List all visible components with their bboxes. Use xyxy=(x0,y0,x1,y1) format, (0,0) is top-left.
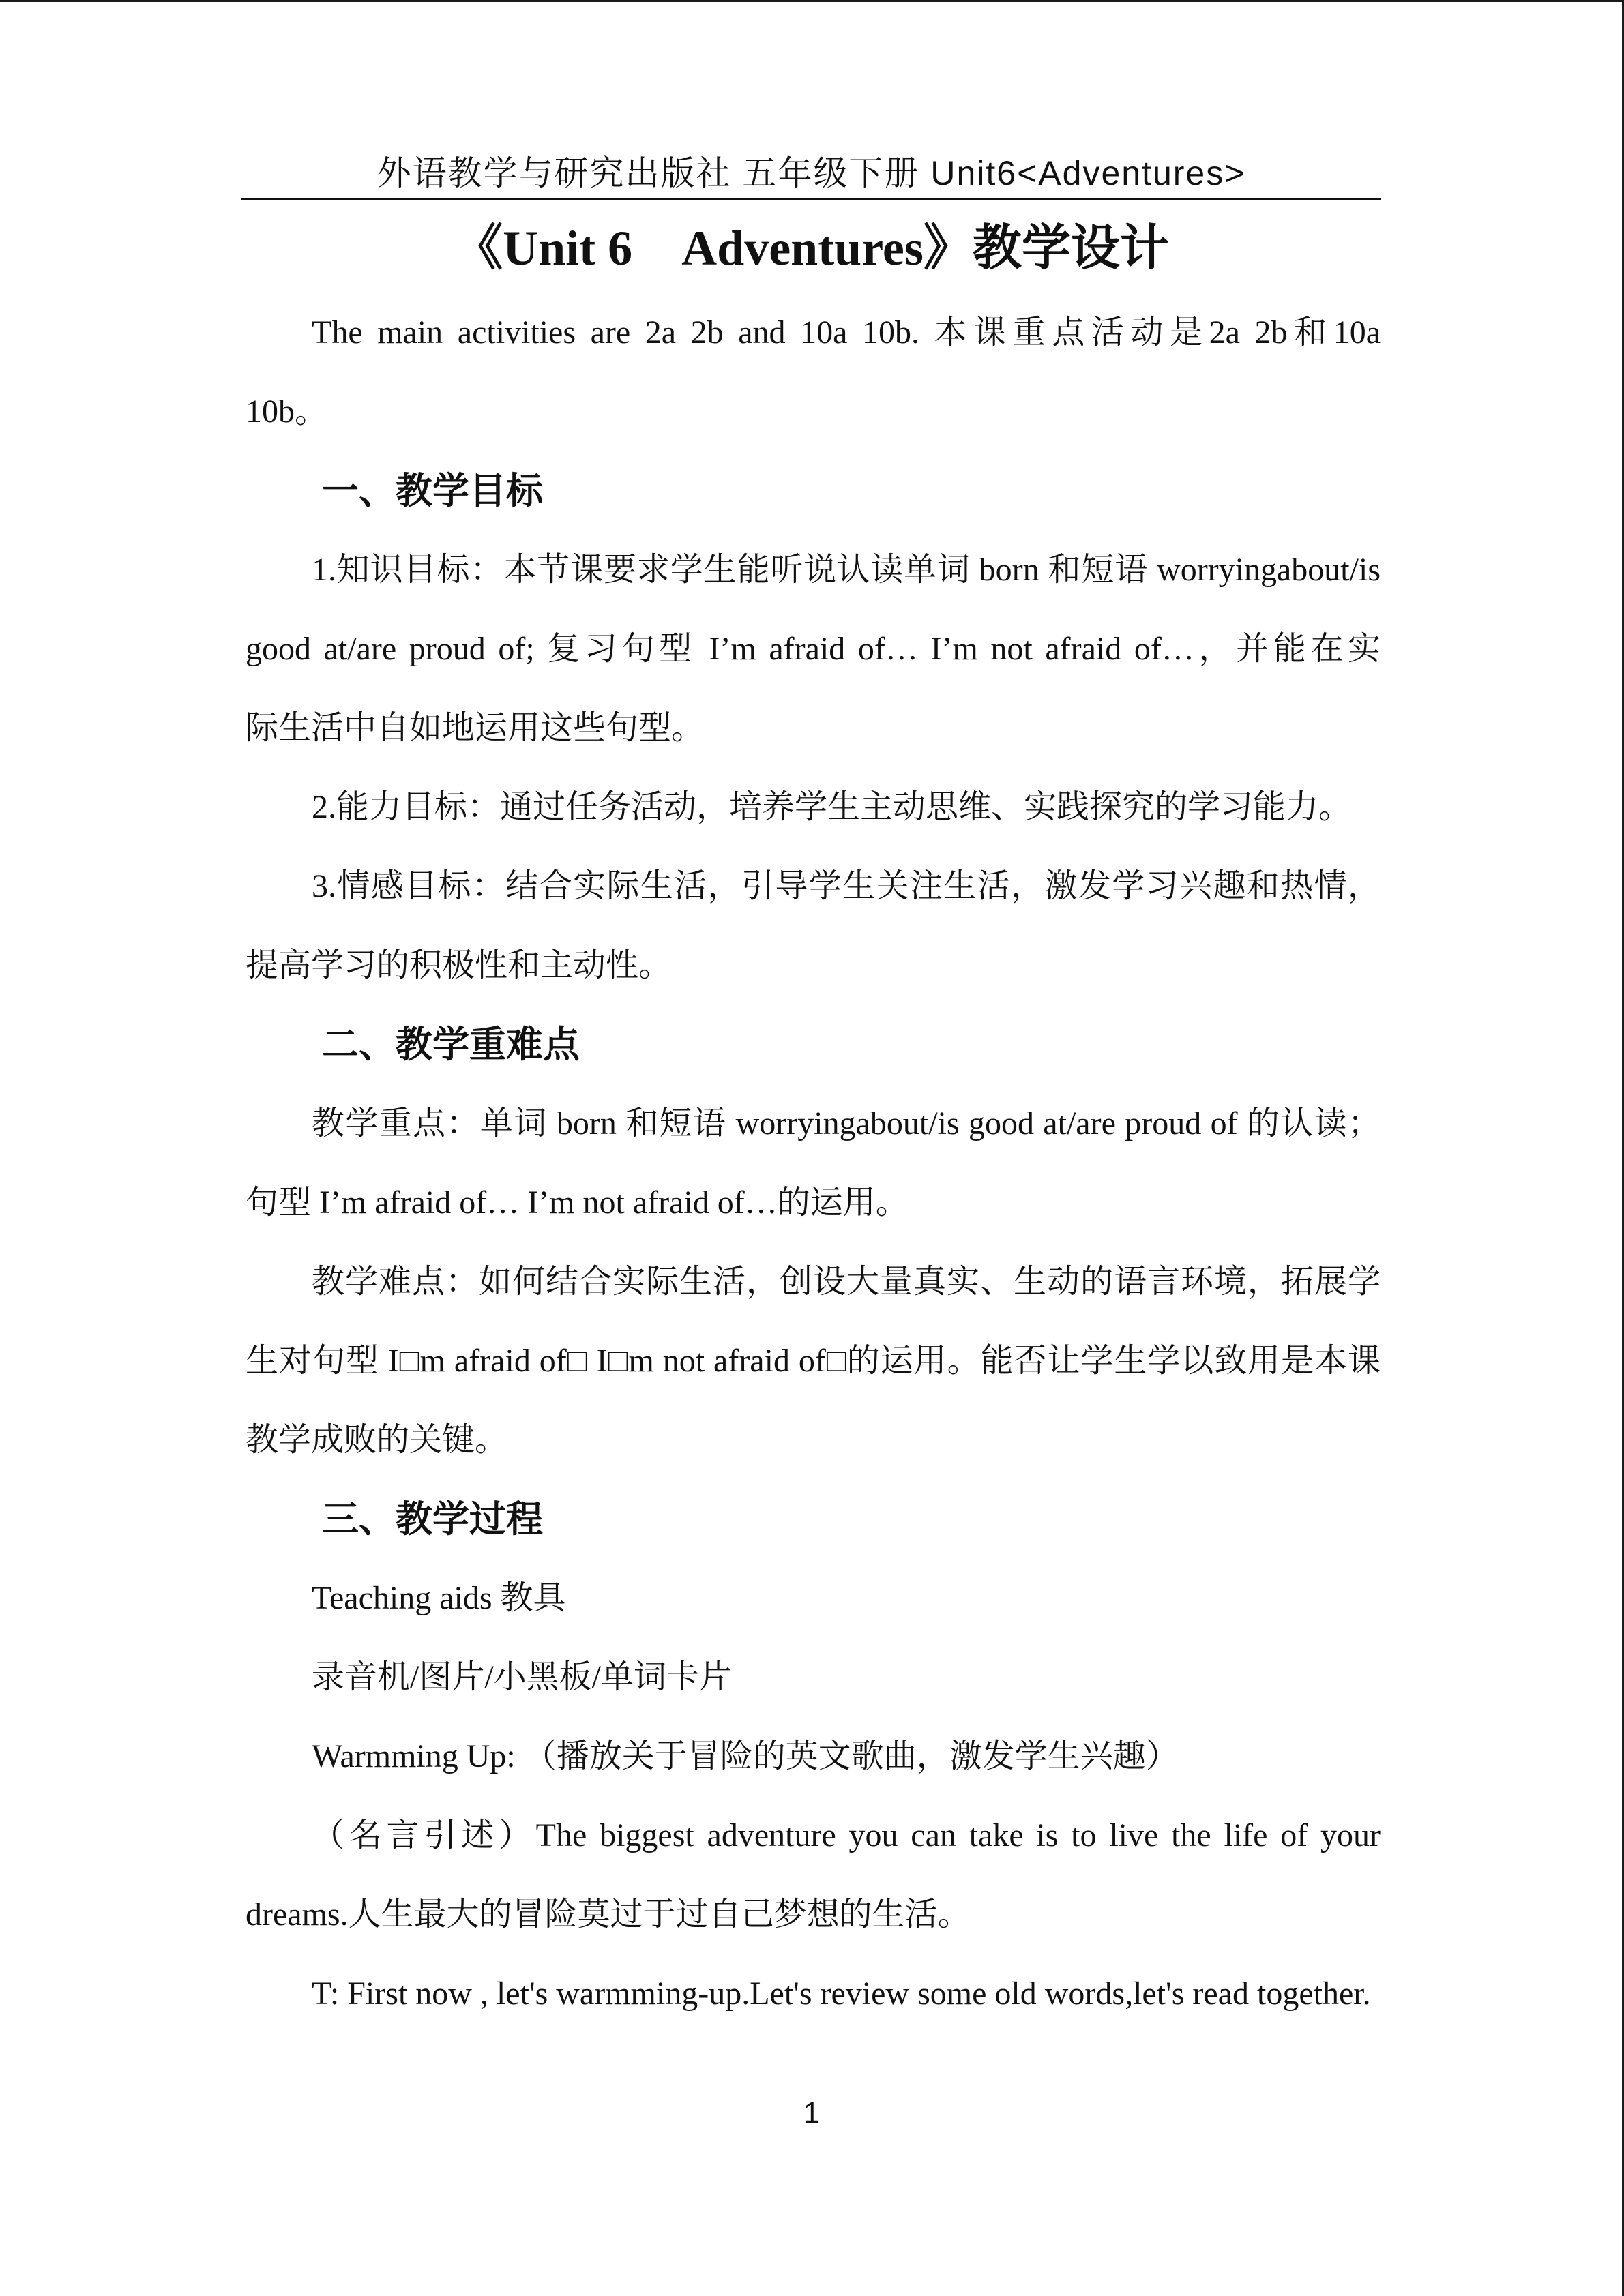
paragraph xyxy=(246,531,1381,768)
paragraph-intro xyxy=(246,293,1381,451)
document-body xyxy=(246,293,1381,2033)
paragraph-line: The main activities are 2a 2b and 10a 10b. 本课重点活动是2a 2b和10a xyxy=(312,314,1381,351)
paragraph-line: 生对句型 I□m afraid of□ I□m not afraid of□的运用。能否让学生学以致用是本课 xyxy=(246,1343,1381,1379)
paragraph-line: 2.能力目标：通过任务活动，培养学生主动思维、实践探究的学习能力。 xyxy=(312,789,1352,825)
paragraph xyxy=(246,1084,1381,1242)
page-number: 1 xyxy=(803,2096,821,2130)
paragraph-line: 教学难点：如何结合实际生活，创设大量真实、生动的语言环境，拓展学 xyxy=(312,1264,1381,1300)
paragraph xyxy=(246,1954,1381,2033)
paragraph xyxy=(246,768,1381,847)
paragraph xyxy=(246,1796,1381,1954)
paragraph-line: good at/are proud of; 复习句型 I’m afraid of… I’m not afraid of…，并能在实 xyxy=(246,631,1381,667)
paragraph-line: 际生活中自如地运用这些句型。 xyxy=(246,710,705,746)
paragraph-line: 提高学习的积极性和主动性。 xyxy=(246,947,672,983)
paragraph-line: 1.知识目标：本节课要求学生能听说认读单词 born 和短语 worryingabout/is xyxy=(312,552,1381,588)
paragraph-line: 句型 I’m afraid of… I’m not afraid of…的运用。 xyxy=(246,1184,909,1221)
paragraph-line: 教学成败的关键。 xyxy=(246,1422,508,1458)
section-key-points xyxy=(246,1005,1381,1480)
section-heading: 三、教学过程 xyxy=(322,1499,543,1540)
paragraph xyxy=(246,1242,1381,1480)
section-heading: 二、教学重难点 xyxy=(322,1024,580,1065)
running-header: 外语教学与研究出版社 五年级下册 Unit6<Adventures> xyxy=(377,154,1246,192)
section-objectives xyxy=(246,451,1381,1005)
paragraph-line: Warmming Up: （播放关于冒险的英文歌曲，激发学生兴趣） xyxy=(312,1738,1179,1774)
paragraph xyxy=(246,1638,1381,1717)
paragraph-line: 3.情感目标：结合实际生活，引导学生关注生活，激发学习兴趣和热情， xyxy=(312,868,1381,904)
section-heading: 一、教学目标 xyxy=(322,471,543,511)
paragraph-line: （名言引述）The biggest adventure you can take is to live the life of your xyxy=(312,1817,1381,1853)
paragraph-line: 10b。 xyxy=(246,393,328,430)
paragraph xyxy=(246,847,1381,1005)
paragraph-line: 教学重点：单词 born 和短语 worryingabout/is good at/are proud of 的认读； xyxy=(312,1105,1381,1142)
paragraph-line: T: First now , let's warmming-up.Let's review some old words,let's read together. xyxy=(312,1976,1371,2012)
paragraph xyxy=(246,1559,1381,1638)
header-rule xyxy=(241,198,1381,200)
document-title: 《Unit 6 Adventures》教学设计 xyxy=(454,221,1169,275)
paragraph-line: Teaching aids 教具 xyxy=(312,1580,566,1616)
section-process xyxy=(246,1480,1381,2033)
paragraph-line: 录音机/图片/小黑板/单词卡片 xyxy=(312,1659,733,1695)
paragraph-line: dreams.人生最大的冒险莫过于过自己梦想的生活。 xyxy=(246,1896,971,1933)
paragraph xyxy=(246,1717,1381,1796)
